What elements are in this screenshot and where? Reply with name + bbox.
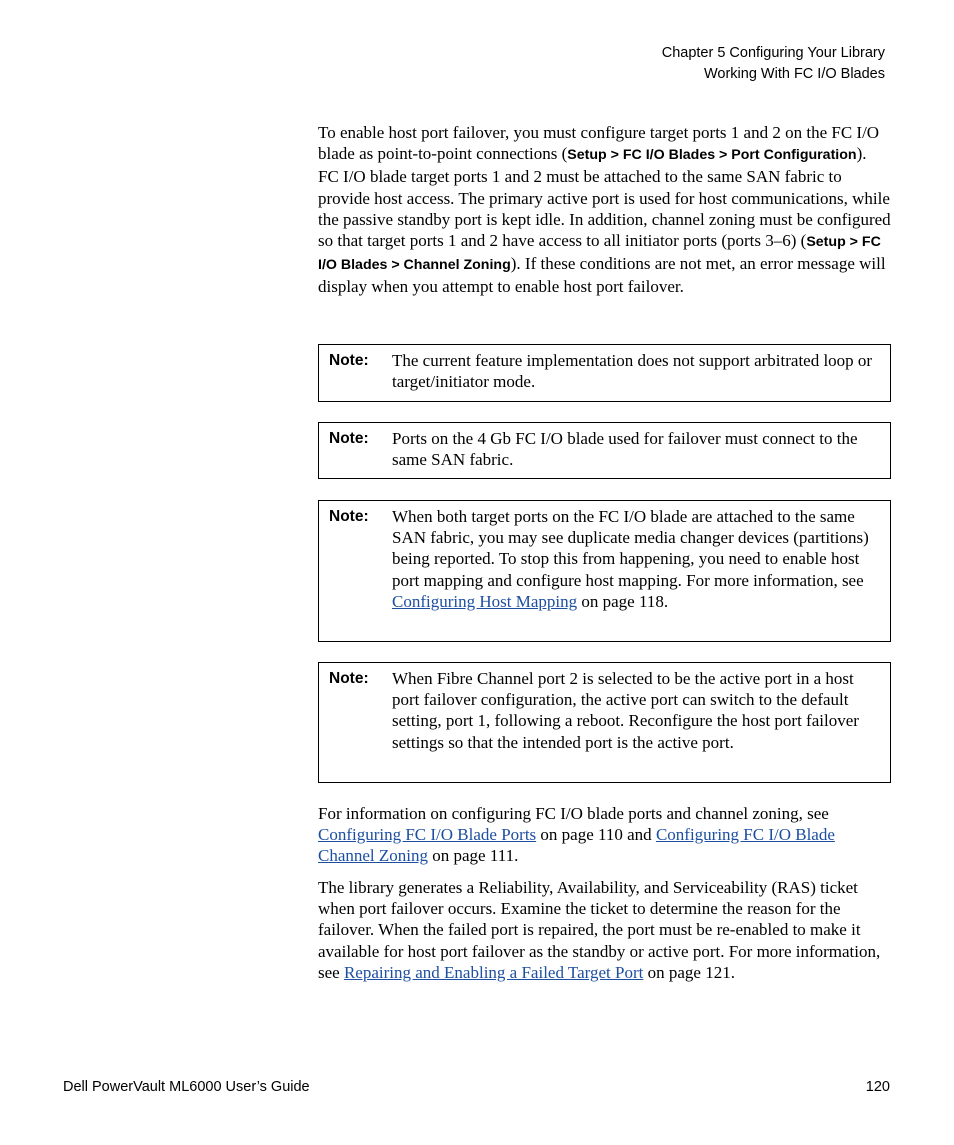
note-label: Note: bbox=[329, 508, 369, 525]
para3-text-1: The library generates a Reliability, Availability, and Serviceability (RAS) ticket when port failover occurs. Examine the ticket to determine the reason for the failover. When the failed port is repaired, the port must be re-enabled to make it available for host port failover as the standby or active port. For more information, see bbox=[318, 878, 881, 982]
running-header bbox=[662, 43, 885, 85]
note-box-4 bbox=[318, 662, 891, 783]
para2-text-2: on page 110 and bbox=[536, 825, 656, 845]
note-box-1 bbox=[318, 344, 891, 402]
para2-text-1: For information on configuring FC I/O blade ports and channel zoning, see bbox=[318, 804, 829, 823]
note-text-after: on page 118. bbox=[577, 591, 669, 611]
footer-page-number: 120 bbox=[865, 1079, 890, 1095]
link-configuring-blade-ports[interactable]: Configuring FC I/O Blade Ports bbox=[318, 825, 537, 845]
para3-text-2: on page 121. bbox=[643, 962, 735, 982]
note-text: When Fibre Channel port 2 is selected to be the active port in a host port failover configuration, the active port can switch to the default setting, port 1, following a reboot. Reconfigure the host port failover settings so that the intended port is the active port. bbox=[392, 669, 859, 752]
para1-text-1: To enable host port failover, you must configure target ports 1 and 2 on the FC I/O blade as point-to-point connections ( bbox=[318, 123, 880, 164]
note-label: Note: bbox=[329, 352, 369, 369]
note-text bbox=[392, 501, 890, 619]
link-configuring-channel-zoning[interactable]: Configuring FC I/O Blade Channel Zoning bbox=[318, 825, 835, 866]
para1-text-2: ). FC I/O blade target ports 1 and 2 must be attached to the same SAN fabric to provide host access. The primary active port is used for host communications, while the passive standby port is kept idle. In addition, channel zoning must be configured so that target ports 1 and 2 have access to all initiator ports (ports 3–6) ( bbox=[318, 144, 891, 251]
ui-path-channel-zoning: Setup > FC I/O Blades > Channel Zoning bbox=[318, 234, 881, 274]
note-label: Note: bbox=[329, 430, 369, 447]
failover-paragraph bbox=[318, 122, 891, 298]
note-text: The current feature implementation does not support arbitrated loop or target/initiator mode. bbox=[392, 351, 873, 392]
footer-guide-title: Dell PowerVault ML6000 User’s Guide bbox=[63, 1079, 310, 1095]
note-text: Ports on the 4 Gb FC I/O blade used for failover must connect to the same SAN fabric. bbox=[392, 429, 858, 470]
note-label: Note: bbox=[329, 670, 369, 687]
link-configuring-host-mapping[interactable]: Configuring Host Mapping bbox=[392, 591, 578, 611]
header-chapter: Chapter 5 Configuring Your Library bbox=[661, 45, 885, 61]
note-box-3 bbox=[318, 500, 891, 642]
ras-ticket-paragraph bbox=[318, 877, 891, 983]
para1-text-3: ). If these conditions are not met, an error message will display when you attempt to enable host port failover. bbox=[318, 254, 886, 297]
link-repairing-failed-target-port[interactable]: Repairing and Enabling a Failed Target Port bbox=[343, 962, 644, 982]
ui-path-port-configuration: Setup > FC I/O Blades > Port Configuration bbox=[567, 147, 857, 164]
configuration-reference-paragraph bbox=[318, 803, 891, 867]
note-text-body: When both target ports on the FC I/O blade are attached to the same SAN fabric, you may see duplicate media changer devices (partitions) being reported. To stop this from happening, you need to enable host port mapping and configure host mapping. For more information, see bbox=[392, 507, 869, 590]
note-box-2 bbox=[318, 422, 891, 479]
header-section: Working With FC I/O Blades bbox=[703, 66, 885, 82]
para2-text-3: on page 111. bbox=[428, 846, 519, 866]
